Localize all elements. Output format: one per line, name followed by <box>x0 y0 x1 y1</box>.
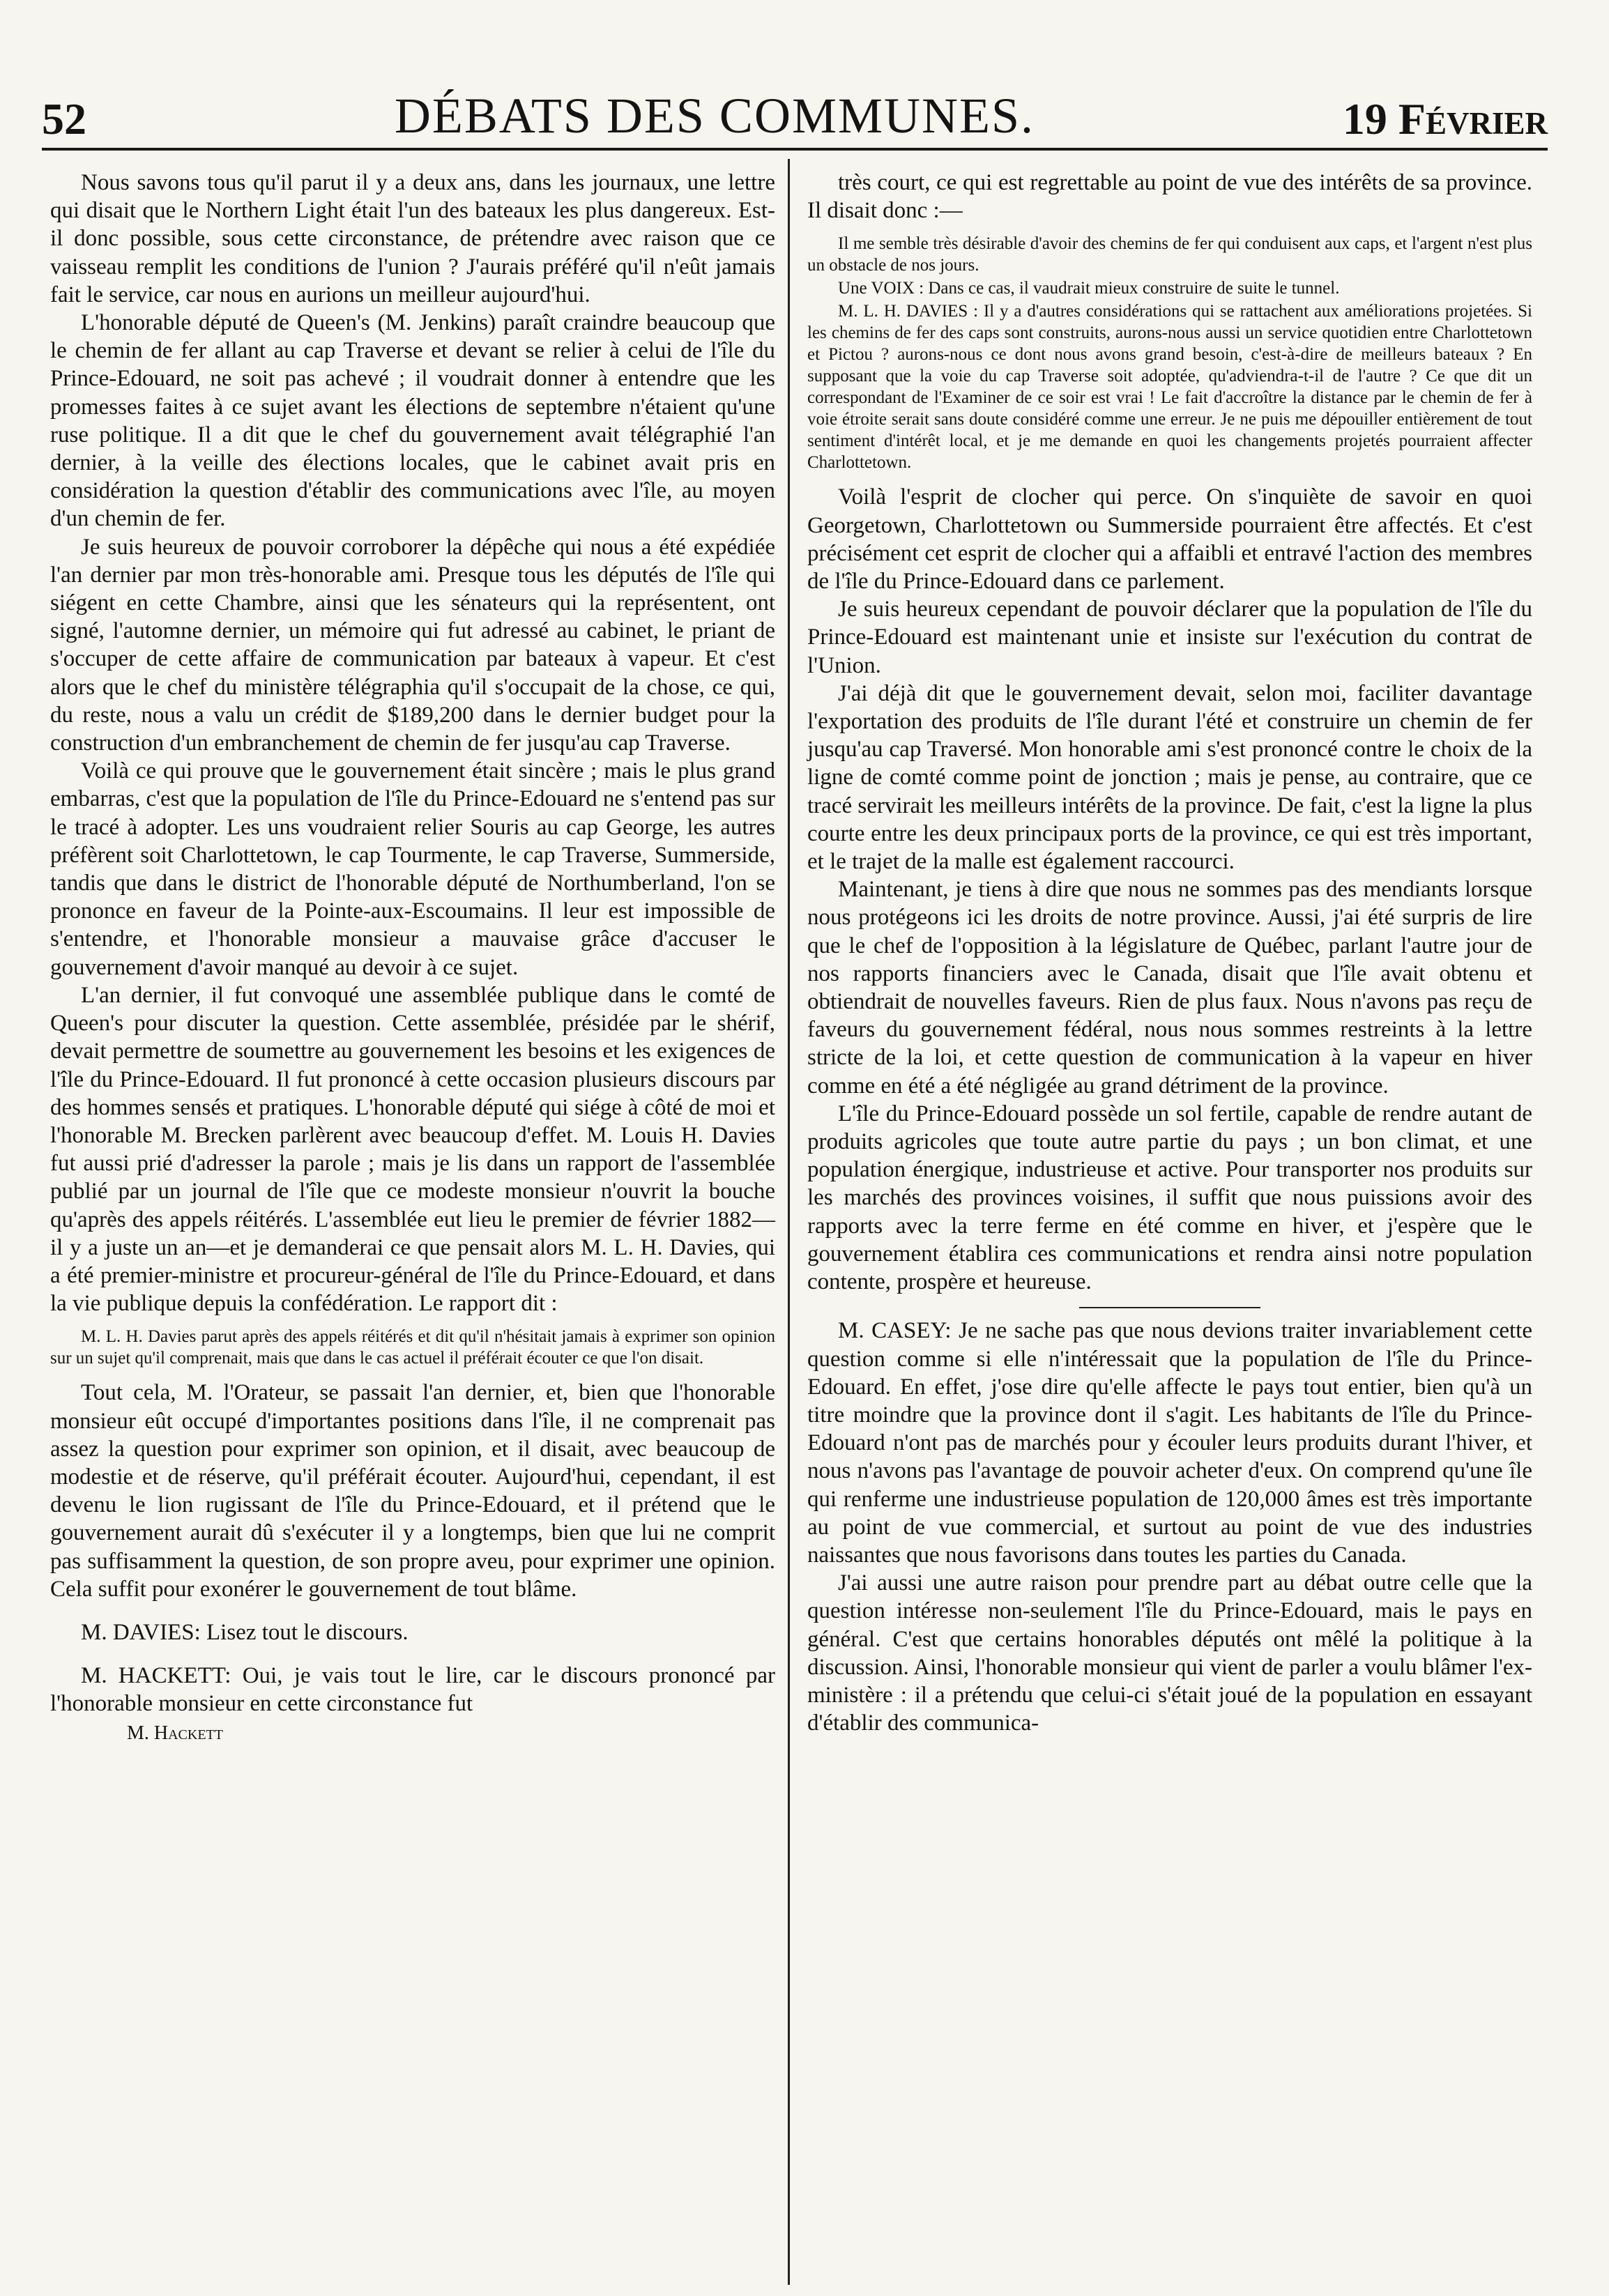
running-title: DÉBATS DES COMMUNES. <box>394 88 1035 144</box>
header-date <box>1343 93 1548 145</box>
paragraph: Tout cela, M. l'Orateur, se passait l'an dernier, et, bien que l'honorable monsieur eût occupé d'importantes positions dans l'île, il ne comprenait pas assez la question pour exprimer son opinion, et il disait, avec beaucoup de modestie et de réserve, qu'il préférait écouter. Aujourd'hui, cependant, il est devenu le lion rugissant de l'île du Prince-Edouard, et il prétend que le gouvernement aurait dû s'exécuter il y a longtemps, bien que lui ne comprit pas suffisamment la question, de son propre aveu, pour exprimer une opinion. Cela suffit pour exonérer le gouvernement de tout blâme. <box>50 1380 775 1602</box>
paragraph: J'ai déjà dit que le gouvernement devait, selon moi, faciliter davantage l'exportation des produits de l'île durant l'été et construire un chemin de fer jusqu'au cap Traversé. Mon honorable ami s'est prononcé contre le choix de la ligne de comté comme point de jonction ; mais je pense, au contraire, que ce tracé servirait les meilleurs intérêts de la province. De fait, c'est la ligne la plus courte entre les deux principaux ports de la province, ce qui est très important, et le trajet de la malle est également raccourci. <box>807 680 1532 875</box>
paragraph: Voilà l'esprit de clocher qui perce. On s'inquiète de savoir en quoi Georgetown, Charlottetown ou Summerside pourraient être affectés. Et c'est précisément cet esprit de clocher qui a affaibli et entravé l'action des membres de l'île du Prince-Edouard dans ce parlement. <box>807 484 1532 595</box>
paragraph: L'an dernier, il fut convoqué une assemblée publique dans le comté de Queen's pour discuter la question. Cette assemblée, présidée par le shérif, devait permettre de soumettre au gouvernement les besoins et les exigences de l'île du Prince-Edouard. Il fut prononcé à cette occasion plusieurs discours par des hommes sensés et pratiques. L'honorable député qui siége à côté de moi et l'honorable M. Brecken parlèrent avec beaucoup d'effet. M. Louis H. Davies fut aussi prié d'adresser la parole ; mais je lis dans un rapport de l'assemblée publié par un journal de l'île que ce modeste monsieur n'ouvrit la bouche qu'après des appels réitérés. L'assemblée eut lieu le premier de février 1882—il y a juste un an—et je demanderai ce que pensait alors M. L. H. Davies, qui a été premier-ministre et procureur-général de l'île du Prince-Edouard, et dans la vie publique depuis la confédération. Le rapport dit : <box>50 982 775 1317</box>
paragraph: Je suis heureux cependant de pouvoir déclarer que la population de l'île du Prince-Edouard est maintenant unie et insiste sur l'exécution du contrat de l'Union. <box>807 597 1532 678</box>
speaker-paragraph: M. CASEY: Je ne sache pas que nous devions traiter invariablement cette question comme si elle n'intéressait que la population de l'île du Prince-Edouard. En effet, j'ose dire qu'elle affecte le pays tout entier, bien qu'à un titre moindre que la province dont il s'agit. Les habitants de l'île du Prince-Edouard n'ont pas de marchés pour y écouler leurs produits durant l'hiver, et nous n'avons pas l'avantage de pouvoir acheter d'eux. On comprend qu'une île qui renferme une industrieuse population de 120,000 âmes est très importante au point de vue commercial, et surtout au point de vue des industries naissantes que nous favorisons dans toutes les parties du Canada. <box>807 1318 1532 1568</box>
quoted-report: M. L. H. Davies parut après des appels réitérés et dit qu'il n'hésitait jamais à exprimer son opinion sur un sujet qu'il comprenait, mais que dans le cas actuel il préférait écouter ce que l'on disait. <box>50 1327 775 1368</box>
section-rule <box>1079 1307 1260 1308</box>
column-divider <box>788 159 790 2285</box>
speaker-paragraph: M. HACKETT: Oui, je vais tout le lire, car le discours prononcé par l'honorable monsieur en cette circonstance fut <box>50 1663 775 1717</box>
quoted-speech: Une VOIX : Dans ce cas, il vaudrait mieux construire de suite le tunnel. <box>838 279 1340 298</box>
paragraph: J'ai aussi une autre raison pour prendre part au débat outre celle que la question intéresse non-seulement l'île du Prince-Edouard, mais le pays en général. C'est que certains honorables députés ont mêlé la politique à la discussion. Ainsi, l'honorable monsieur qui vient de parler a voulu blâmer l'ex-ministère : il a prétendu que celui-ci s'était joué de la population en essayant d'établir des communica- <box>807 1570 1532 1736</box>
speaker-paragraph: M. DAVIES: Lisez tout le discours. <box>81 1619 409 1645</box>
page-header <box>42 82 1548 145</box>
paragraph: Nous savons tous qu'il parut il y a deux ans, dans les journaux, une lettre qui disait que le Northern Light était l'un des bateaux les plus dangereux. Est-il donc possible, sous cette circonstance, de prétendre avec raison que ce vaisseau remplit les conditions de l'union ? J'aurais préféré qu'il n'eût jamais fait le service, car nous en aurions un meilleur aujourd'hui. <box>50 170 775 307</box>
left-column <box>50 169 775 1747</box>
quoted-speech: Il me semble très désirable d'avoir des chemins de fer qui conduisent aux caps, et l'argent n'est plus un obstacle de nos jours. <box>807 234 1532 275</box>
paragraph: Je suis heureux de pouvoir corroborer la dépêche qui nous a été expédiée l'an dernier par mon très-honorable ami. Presque tous les députés de l'île qui siégent en cette Chambre, ainsi que les sénateurs qui la représentent, ont signé, l'automne dernier, un mémoire qui fut adressé au cabinet, le priant de s'occuper de cette affaire de communication par bateaux à vapeur. Et c'est alors que le chef du ministère télégraphia qu'il s'occupait de la chose, ce qui, du reste, nous a valu un crédit de $189,200 dans le dernier budget pour la construction d'un embranchement de chemin de fer jusqu'au cap Traverse. <box>50 534 775 756</box>
right-column <box>807 169 1532 1737</box>
paragraph: Maintenant, je tiens à dire que nous ne sommes pas des mendiants lorsque nous protégeons ici les droits de notre province. Aussi, j'ai été surpris de lire que le chef de l'opposition à la législature de Québec, parlant l'autre jour de nos rapports financiers avec le Canada, disait que l'île avait obtenu et obtiendrait de nouvelles faveurs. Rien de plus faux. Nous n'avons pas reçu de faveurs du gouvernement fédéral, nous nous sommes restreints à la lettre stricte de la loi, et cette question de communication à la vapeur en hiver comme en été a été négligée au grand détriment de la province. <box>807 877 1532 1099</box>
quoted-speech: M. L. H. DAVIES : Il y a d'autres considérations qui se rattachent aux améliorations projetées. Si les chemins de fer des caps sont construits, aurons-nous aussi un service quotidien entre Charlottetown et Pictou ? aurons-nous ce dont nous avons grand besoin, c'est-à-dire de meilleurs bateaux ? En supposant que la voie du cap Traverse soit adoptée, qu'adviendra-t-il de l'autre ? Ce que dit un correspondant de l'Examiner de ce soir est vrai ! Le fait d'accroître la distance par le chemin de fer à voie étroite serait sans doute considéré comme une erreur. Je ne puis me dépouiller entièrement de tout sentiment d'intérêt local, et je me demande en quoi les changements projetés pourraient affecter Charlottetown. <box>807 302 1532 473</box>
paragraph: L'île du Prince-Edouard possède un sol fertile, capable de rendre autant de produits agricoles que toute autre partie du pays ; un bon climat, et une population énergique, industrieuse et active. Pour transporter nos produits sur les marchés des provinces voisines, il suffit que nous puissions avoir des rapports avec la terre ferme en été comme en hiver, et j'espère que le gouvernement établira ces communications et rendra ainsi notre population contente, prospère et heureuse. <box>807 1101 1532 1295</box>
paragraph: L'honorable député de Queen's (M. Jenkins) paraît craindre beaucoup que le chemin de fer allant au cap Traverse et devant se relier à celui de l'île du Prince-Edouard, ne soit pas achevé ; il voudrait donner à entendre que les promesses faites à ce sujet avant les élections de septembre n'étaient qu'une ruse politique. Il a dit que le chef du gouvernement avait télégraphié l'an dernier, à la veille des élections locales, que le cabinet avait pris en considération la question d'établir des communications avec l'île, au moyen d'un chemin de fer. <box>50 310 775 532</box>
page-number: 52 <box>42 94 86 144</box>
paragraph: très court, ce qui est regrettable au point de vue des intérêts de sa province. Il disait donc :— <box>807 170 1532 224</box>
header-date-day: 19 <box>1342 94 1387 144</box>
paragraph: Voilà ce qui prouve que le gouvernement était sincère ; mais le plus grand embarras, c'est que la population de l'île du Prince-Edouard ne s'entend pas sur le tracé à adopter. Les uns voudraient relier Souris au cap George, les autres préfèrent soit Charlottetown, le cap Tourmente, le cap Traverse, Summerside, tandis que dans le district de l'honorable député de Northumberland, l'on se prononce en faveur de la Pointe-aux-Escoumains. Il leur est impossible de s'entendre, et l'honorable monsieur a mauvaise grâce d'accuser le gouvernement d'avoir manqué au devoir à ce sujet. <box>50 758 775 980</box>
speaker-signature: M. Hackett <box>127 1722 223 1744</box>
header-rule <box>42 148 1548 151</box>
header-date-month: Février <box>1398 94 1548 144</box>
